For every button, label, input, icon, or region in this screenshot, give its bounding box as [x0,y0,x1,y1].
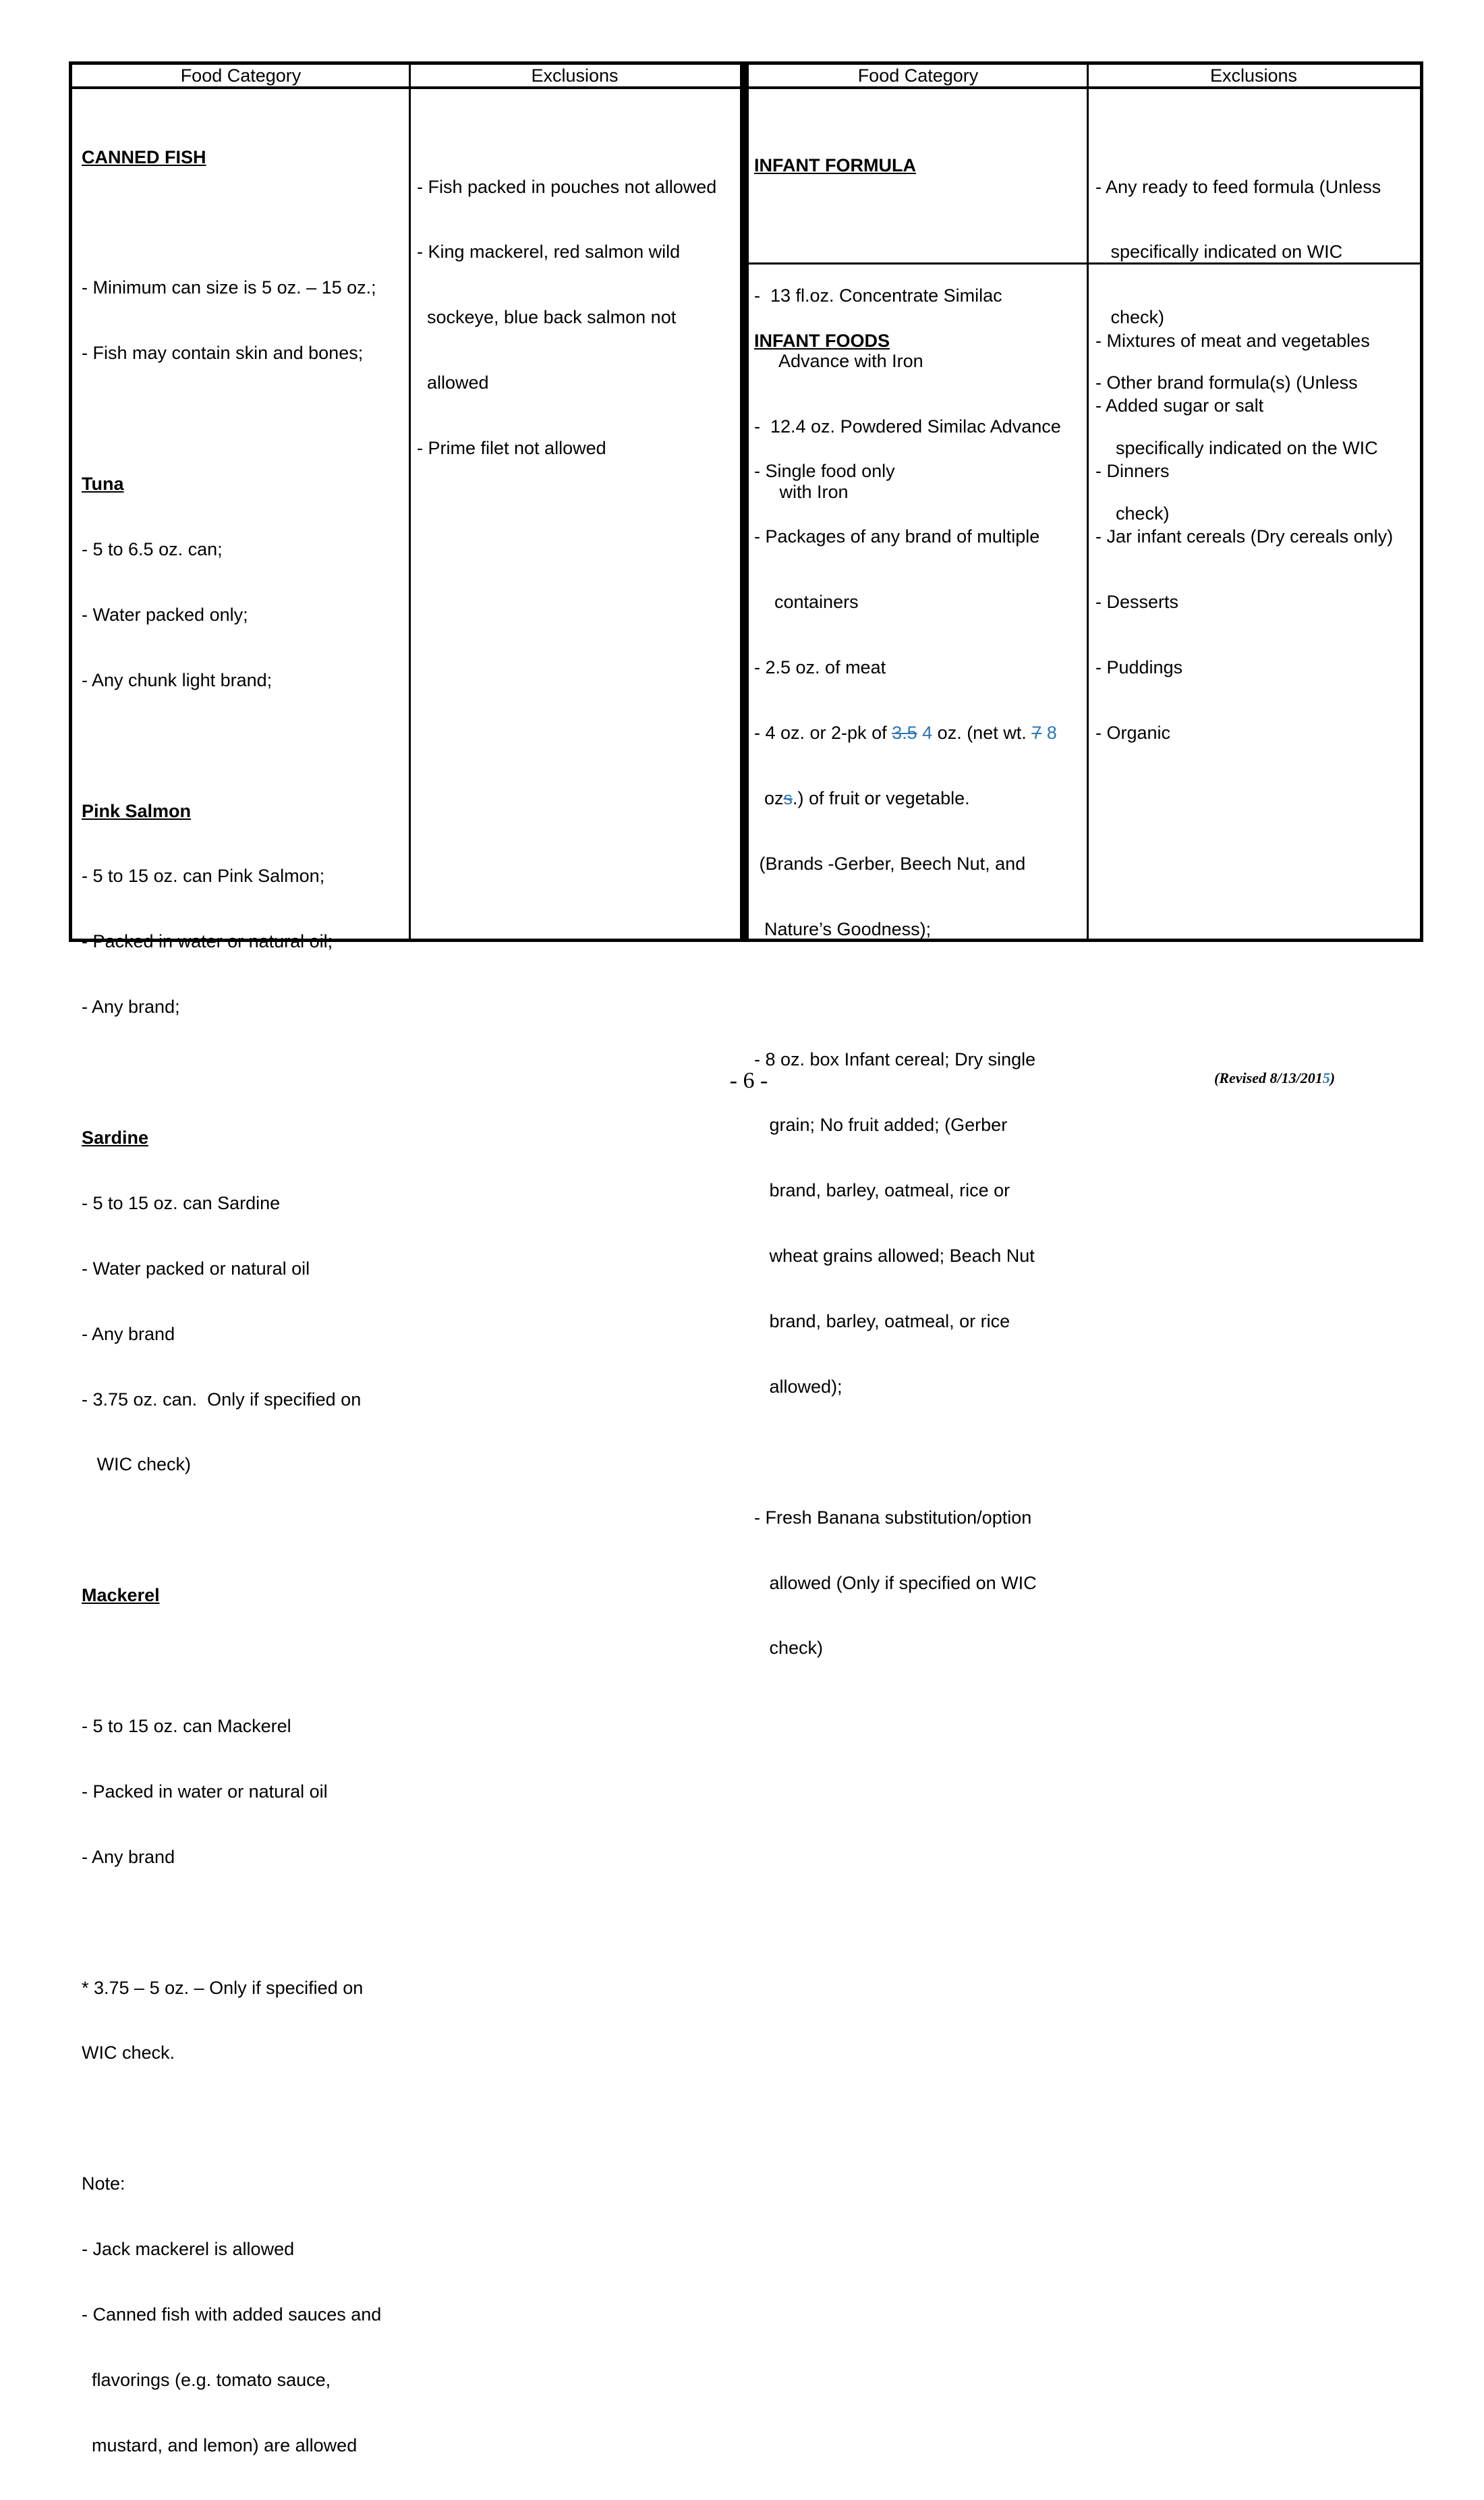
inserted-text: 4 [917,722,933,743]
note-label: Note: [82,2173,125,2194]
list-item: - Water packed or natural oil [82,1258,310,1279]
infant-formula-heading: INFANT FORMULA [754,155,916,175]
list-item: allowed); [754,1376,843,1397]
header-exclusions-left: Exclusions [409,65,740,89]
fruit-vegetable-line-cont: ozs.) of fruit or vegetable. [754,787,970,808]
list-item: - Other brand formula(s) (Unless [1095,372,1358,393]
list-item: - Fish packed in pouches not allowed [417,176,717,197]
inserted-text: 8 [1041,722,1057,743]
list-item: - Any ready to feed formula (Unless [1095,176,1381,197]
list-item: - Fish may contain skin and bones; [82,343,364,364]
list-item: - 8 oz. box Infant cereal; Dry single [754,1049,1036,1070]
list-item: - Jar infant cereals (Dry cereals only) [1095,526,1394,547]
list-item: - Any brand; [82,997,180,1018]
deleted-text: 7 [1031,722,1042,743]
list-item: - Any chunk light brand; [82,669,273,690]
list-item: check) [1095,503,1170,524]
list-item: check) [1095,307,1165,328]
canned-fish-exclusions-cell [417,132,716,503]
revision-date: (Revised 8/13/2015) [1214,1070,1336,1086]
list-item: brand, barley, oatmeal, rice or [754,1180,1010,1201]
list-item: WIC check) [82,1454,192,1475]
list-item: - Packed in water or natural oil; [82,931,333,952]
column-divider [1087,65,1089,939]
list-item: - 5 to 6.5 oz. can; [82,538,223,559]
list-item: - Water packed only; [82,604,248,625]
header-food-category-right: Food Category [749,65,1087,89]
column-divider [409,65,411,939]
list-item: mustard, and lemon) are allowed [82,2435,358,2455]
list-item: wheat grains allowed; Beach Nut [754,1246,1035,1267]
list-item: - Jack mackerel is allowed [82,2239,295,2260]
list-item: (Brands -Gerber, Beech Nut, and [754,853,1026,874]
page-number: - 6 - [729,1068,768,1093]
tuna-heading: Tuna [82,474,124,495]
list-item: - Mixtures of meat and vegetables [1095,330,1370,351]
list-item: specifically indicated on the WIC [1095,438,1378,459]
header-food-category-left: Food Category [72,65,409,89]
canned-fish-category-cell [82,103,381,2500]
list-item: brand, barley, oatmeal, or rice [754,1310,1010,1331]
pink-salmon-heading: Pink Salmon [82,800,192,821]
list-item: allowed [417,372,489,393]
canned-fish-heading: CANNED FISH [82,146,206,167]
list-item: specifically indicated on WIC [1095,242,1343,262]
mackerel-heading: Mackerel [82,1585,160,1606]
list-item: - Any brand [82,1846,175,1867]
list-item: - Added sugar or salt [1095,395,1264,416]
deleted-text: 3.5 [892,722,917,743]
list-item: containers [754,592,859,613]
list-item: - Single food only [754,461,895,482]
list-item: - Fresh Banana substitution/option [754,1507,1032,1528]
list-item: * 3.75 – 5 oz. – Only if specified on [82,1977,364,1998]
list-item: allowed (Only if specified on WIC [754,1572,1037,1593]
list-item: - Packed in water or natural oil [82,1781,328,1802]
fruit-vegetable-line: - 4 oz. or 2-pk of 3.5 4 oz. (net wt. 7 8 [754,722,1057,743]
sardine-heading: Sardine [82,1127,149,1148]
list-item: - Any brand [82,1323,175,1344]
list-item: - Packages of any brand of multiple [754,526,1040,547]
list-item: WIC check. [82,2043,175,2063]
list-item: with Iron [754,482,849,503]
list-item: - Puddings [1095,657,1183,678]
header-exclusions-right: Exclusions [1087,65,1420,89]
canned-fish-table [69,61,743,2455]
list-item: check) [754,1638,824,1659]
list-item: - 5 to 15 oz. can Sardine [82,1192,281,1213]
list-item: - Canned fish with added sauces and [82,2304,382,2325]
infant-foods-category-cell [754,286,1057,1702]
list-item: - 5 to 15 oz. can Mackerel [82,1715,291,1736]
list-item: - King mackerel, red salmon wild [417,242,681,262]
deleted-text: s [783,787,793,808]
list-item: - Organic [1095,722,1171,743]
list-item: grain; No fruit added; (Gerber [754,1115,1008,1136]
list-item: - 12.4 oz. Powdered Similac Advance [754,416,1061,437]
list-item: sockeye, blue back salmon not [417,307,677,328]
list-item: - 13 fl.oz. Concentrate Similac [754,285,1002,306]
list-item: flavorings (e.g. tomato sauce, [82,2369,331,2390]
list-item: - 3.75 oz. can. Only if specified on [82,1389,362,1410]
infant-foods-exclusions-cell [1095,286,1393,787]
list-item: - Desserts [1095,592,1179,613]
list-item: - Minimum can size is 5 oz. – 15 oz.; [82,277,376,298]
list-item: Advance with Iron [754,351,923,372]
infant-foods-heading: INFANT FOODS [754,330,890,351]
list-item: - 5 to 15 oz. can Pink Salmon; [82,866,325,887]
list-item: Nature’s Goodness); [754,918,932,939]
list-item: - 2.5 oz. of meat [754,657,886,678]
list-item: - Dinners [1095,461,1170,482]
list-item: - Prime filet not allowed [417,438,606,459]
